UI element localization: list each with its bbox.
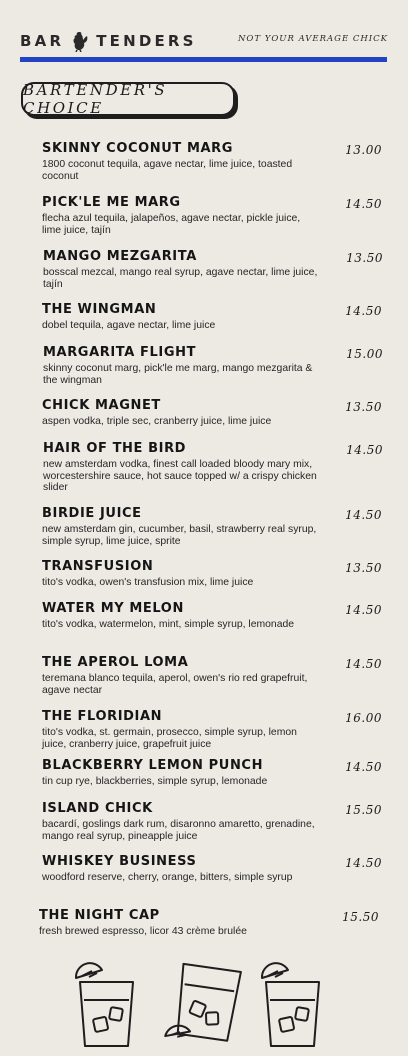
- item-name: WATER MY MELON: [42, 601, 184, 616]
- item-description: tito's vodka, st. germain, prosecco, simple syrup, lemon juice, cranberry juice, grapefruit juice: [42, 727, 297, 750]
- item-description: aspen vodka, triple sec, cranberry juice, lime juice: [42, 416, 272, 427]
- item-name: HAIR OF THE BIRD: [43, 441, 187, 456]
- item-price: 14.50: [346, 443, 383, 457]
- cocktail-glasses-illustration: [70, 960, 350, 1050]
- item-name: MARGARITA FLIGHT: [43, 345, 197, 360]
- item-description: dobel tequila, agave nectar, lime juice: [42, 320, 216, 331]
- brand-right: TENDERS: [96, 32, 197, 50]
- item-price: 14.50: [345, 508, 382, 522]
- item-price: 16.00: [345, 711, 382, 725]
- item-description: bacardí, goslings dark rum, disaronno amaretto, grenadine, mango real syrup, pineapple juice: [42, 819, 315, 842]
- rocks-glass-icon: [262, 963, 319, 1046]
- item-name: SKINNY COCONUT MARG: [42, 141, 234, 156]
- item-price: 14.50: [345, 197, 382, 211]
- item-name: CHICK MAGNET: [42, 398, 161, 413]
- item-price: 13.50: [345, 561, 382, 575]
- item-name: THE APEROL LOMA: [42, 655, 189, 670]
- item-name: BIRDIE JUICE: [42, 506, 142, 521]
- item-name: BLACKBERRY LEMON PUNCH: [42, 758, 264, 773]
- item-name: ISLAND CHICK: [42, 801, 153, 816]
- item-price: 14.50: [345, 304, 382, 318]
- item-price: 14.50: [345, 856, 382, 870]
- header: [20, 28, 388, 52]
- tumbler-glass-icon: [165, 963, 241, 1045]
- item-price: 13.50: [346, 251, 383, 265]
- section-title: BARTENDER'S CHOICE: [23, 81, 168, 117]
- item-price: 13.50: [345, 400, 382, 414]
- rooster-icon: [68, 30, 90, 52]
- item-price: 15.50: [342, 910, 379, 924]
- item-description: new amsterdam vodka, finest call loaded bloody mary mix, worcestershire sauce, hot sauce topped w/ a crispy chicken slider: [43, 459, 317, 494]
- item-name: PICK'LE ME MARG: [42, 195, 181, 210]
- item-description: fresh brewed espresso, licor 43 crème brulée: [39, 926, 247, 937]
- item-price: 14.50: [345, 657, 382, 671]
- item-name: THE WINGMAN: [42, 302, 157, 317]
- item-description: tito's vodka, owen's transfusion mix, lime juice: [42, 577, 254, 588]
- item-description: bosscal mezcal, mango real syrup, agave nectar, lime juice, tajín: [43, 267, 318, 290]
- item-description: 1800 coconut tequila, agave nectar, lime juice, toasted coconut: [42, 159, 293, 182]
- rocks-glass-icon: [76, 963, 133, 1046]
- item-description: new amsterdam gin, cucumber, basil, strawberry real syrup, simple syrup, lime juice, sprite: [42, 524, 317, 547]
- tagline: NOT YOUR AVERAGE CHICK: [237, 34, 388, 44]
- item-price: 14.50: [345, 603, 382, 617]
- section-badge: [21, 82, 235, 116]
- item-price: 14.50: [345, 760, 382, 774]
- brand-left: BAR: [20, 32, 65, 50]
- item-description: tito's vodka, watermelon, mint, simple syrup, lemonade: [42, 619, 295, 630]
- item-price: 15.50: [345, 803, 382, 817]
- item-description: woodford reserve, cherry, orange, bitters, simple syrup: [42, 872, 293, 883]
- brand-logo: [20, 30, 197, 52]
- item-name: TRANSFUSION: [42, 559, 154, 574]
- item-name: WHISKEY BUSINESS: [42, 854, 197, 869]
- item-name: THE NIGHT CAP: [39, 908, 160, 923]
- item-price: 15.00: [346, 347, 383, 361]
- item-price: 13.00: [345, 143, 382, 157]
- item-description: flecha azul tequila, jalapeños, agave nectar, pickle juice, lime juice, tajín: [42, 213, 301, 236]
- item-description: tin cup rye, blackberries, simple syrup, lemonade: [42, 776, 268, 787]
- item-name: THE FLORIDIAN: [42, 709, 163, 724]
- item-name: MANGO MEZGARITA: [43, 249, 197, 264]
- item-description: teremana blanco tequila, aperol, owen's rio red grapefruit, agave nectar: [42, 673, 308, 696]
- item-description: skinny coconut marg, pick'le me marg, mango mezgarita & the wingman: [43, 363, 313, 386]
- accent-bar: [20, 57, 387, 62]
